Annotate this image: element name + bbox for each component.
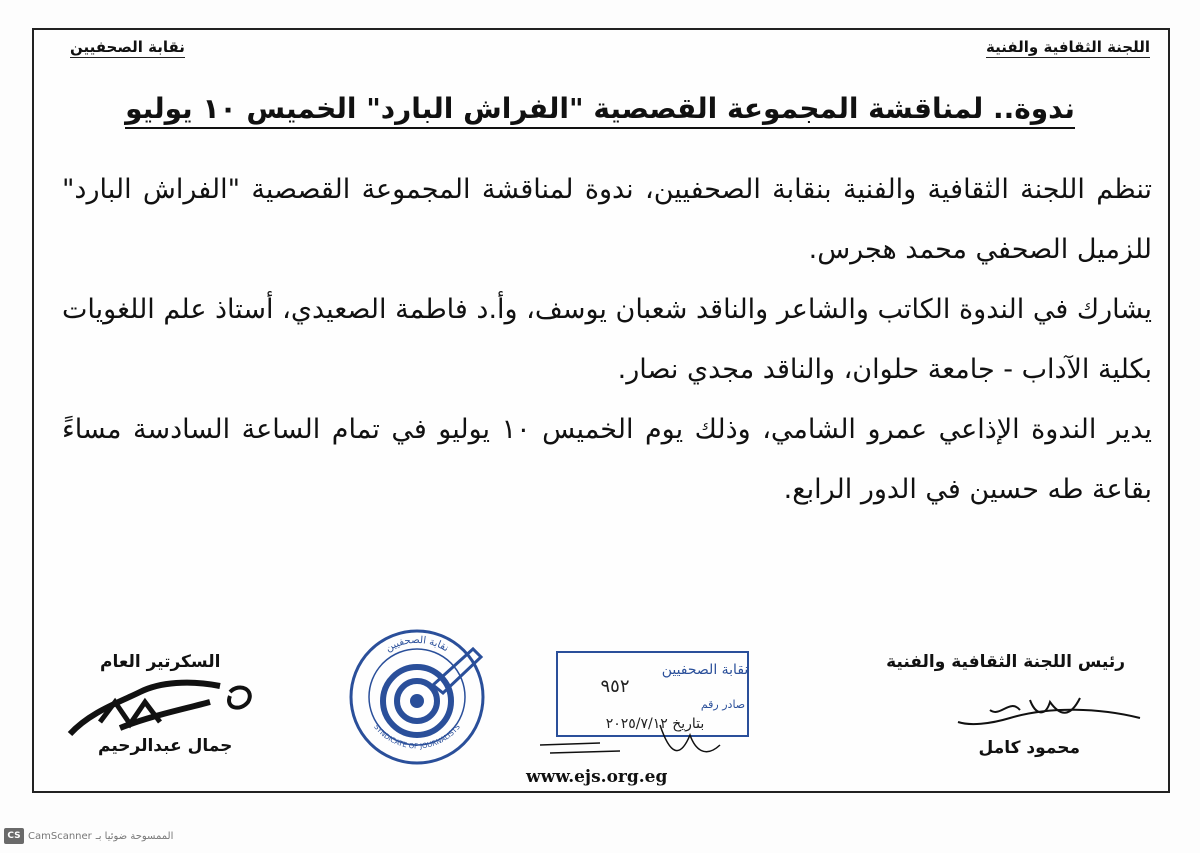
website-link[interactable]: www.ejs.org.eg [526,767,668,787]
paragraph-participants: يشارك في الندوة الكاتب والشاعر والناقد شعبان يوسف، وأ.د فاطمة الصعيدي، أستاذ علم اللغويات بكلية الآداب - جامعة حلوان، والناقد مجدي نصار. [62,294,1152,385]
secretary-general-signature [60,672,270,742]
scanner-app-name: CamScanner [28,830,92,842]
scanner-watermark [0,822,173,850]
secretary-general-name: جمال عبدالرحيم [98,736,233,756]
stamp-line3: صادر رقم [700,698,746,711]
committee-head-signature [950,688,1150,733]
scanner-caption: الممسوحة ضوئيا بـ [95,830,174,842]
syndicate-seal-icon [345,627,495,767]
paragraph-schedule: يدير الندوة الإذاعي عمرو الشامي، وذلك يوم الخميس ١٠ يوليو في تمام الساعة السادسة مساءً بقاعة طه حسين في الدور الرابع. [62,414,1152,505]
seal-text-bottom: SYNDICATE OF JOURNALISTS [372,723,462,751]
committee-head-title: رئيس اللجنة الثقافية والفنية [886,652,1125,672]
page-title [100,92,1100,125]
header-committee: اللجنة الثقافية والفنية [986,38,1150,56]
seal-text-top: نقابة الصحفيين [383,634,451,655]
stamp-date: بتاريخ ٢٠٢٥/٧/١٢ [605,716,705,732]
camscanner-logo-icon: CS [4,828,24,844]
title-text: ندوة.. لمناقشة المجموعة القصصية "الفراش البارد" الخميس ١٠ يوليو [125,92,1075,129]
stamp-initials-signature [530,715,730,765]
announcement-body [62,160,1152,520]
stamp-number: ٩٥٢ [600,676,630,697]
header-syndicate: نقابة الصحفيين [70,38,185,56]
stamp-line1: نقابة الصحفيين [661,662,749,678]
committee-head-name: محمود كامل [978,738,1080,758]
secretary-general-title: السكرتير العام [100,652,221,672]
paragraph-organizer: تنظم اللجنة الثقافية والفنية بنقابة الصحفيين، ندوة لمناقشة المجموعة القصصية "الفراش البارد" للزميل الصحفي محمد هجرس. [62,174,1152,265]
